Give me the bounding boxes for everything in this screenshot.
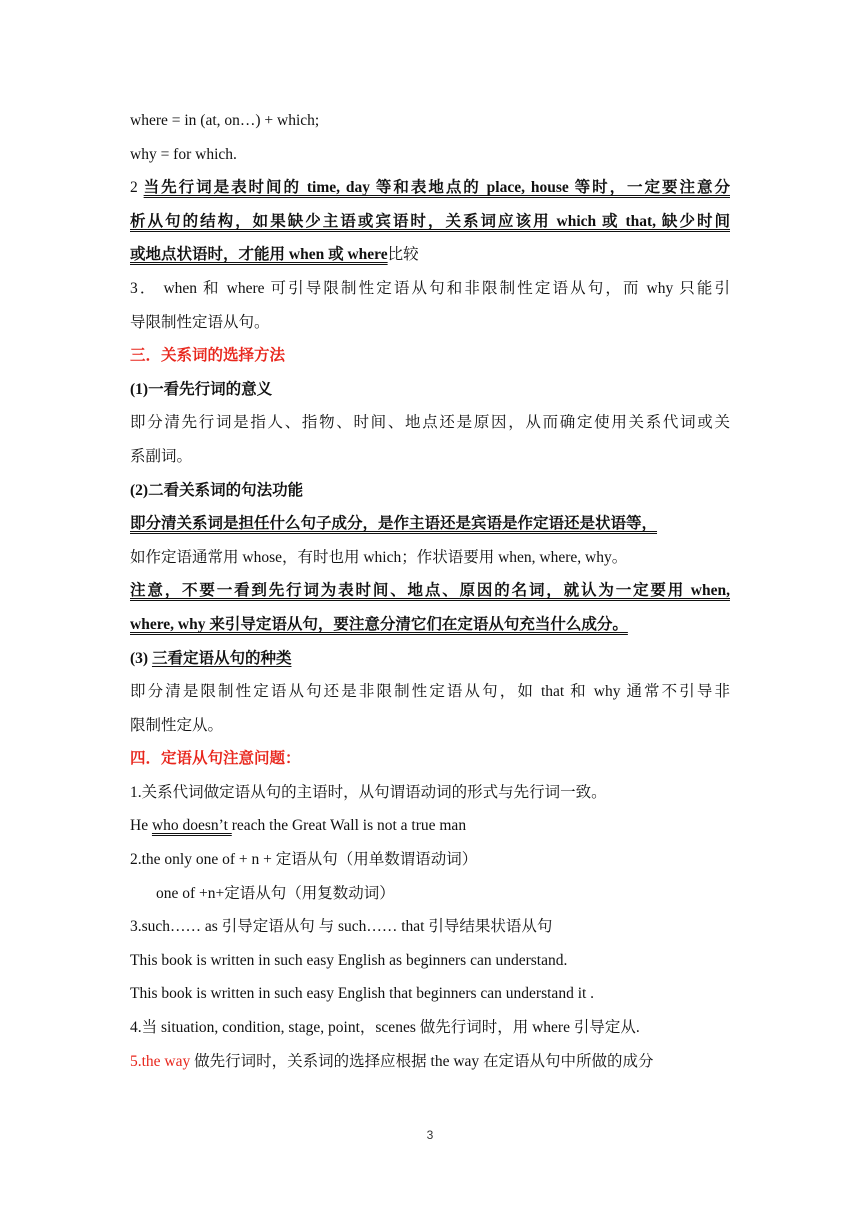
subheading-number: (3) <box>130 649 152 667</box>
example-sentence: This book is written in such easy English that beginners can understand it . <box>130 985 595 1003</box>
example-sentence <box>130 809 730 843</box>
text-line: why = for which. <box>130 145 237 163</box>
text-line: 1.关系代词做定语从句的主语时，从句谓语动词的形式与先行词一致。 <box>130 783 607 801</box>
item-number: 2 <box>130 179 144 197</box>
emphasized-text: 注意，不要一看到先行词为表时间、地点、原因的名词，就认为一定要用 when, <box>130 582 730 600</box>
text-line: one of +n+定语从句（用复数动词） <box>156 884 395 902</box>
document-page <box>130 104 730 1078</box>
text-line: 4.当 situation, condition, stage, point，scenes 做先行词时，用 where 引导定从. <box>130 1019 640 1037</box>
emphasized-text: where, why 来引导定语从句，要注意分清它们在定语从句充当什么成分。 <box>130 615 628 633</box>
text-line: 即分清是限制性定语从句还是非限制性定语从句，如 that 和 why 通常不引导非 <box>130 683 730 701</box>
text-line <box>130 1045 730 1079</box>
text-line: 即分清先行词是指人、指物、时间、地点还是原因，从而确定使用关系代词或关 <box>130 414 730 432</box>
section-heading: 三．关系词的选择方法 <box>130 347 286 365</box>
subheading <box>130 642 730 676</box>
text-line: 2.the only one of + n + 定语从句（用单数谓语动词） <box>130 851 478 869</box>
text-line: 系副词。 <box>130 447 193 465</box>
text-line: 3． when 和 where 可引导限制性定语从句和非限制性定语从句，而 why 只能引 <box>130 279 730 297</box>
text-line: where = in (at, on…) + which; <box>130 112 320 129</box>
red-item-number: 5.the way <box>130 1052 191 1070</box>
text-line: 如作定语通常用 whose，有时也用 which；作状语要用 when, where, why。 <box>130 548 628 566</box>
subheading-text: 三看定语从句的种类 <box>151 649 292 667</box>
subheading: (2)二看关系词的句法功能 <box>130 481 304 499</box>
text-tail: 做先行词时，关系词的选择应根据 the way 在定语从句中所做的成分 <box>190 1052 654 1070</box>
page-number: 3 <box>426 1128 434 1142</box>
example-sentence: This book is written in such easy English as beginners can understand. <box>130 951 568 969</box>
emphasized-text: 析从句的结构，如果缺少主语或宾语时，关系词应该用 which 或 that, 缺少时间 <box>130 212 730 230</box>
section-heading: 四．定语从句注意问题： <box>130 750 301 768</box>
example-part: He <box>130 817 152 835</box>
text-line <box>130 171 730 205</box>
text-line: 3.such…… as 引导定语从句 与 such…… that 引导结果状语从句 <box>130 918 553 936</box>
text-line: 导限制性定语从句。 <box>130 313 270 331</box>
emphasized-text: 当先行词是表时间的 time, day 等和表地点的 place, house 等时，一定要注意分 <box>143 179 730 197</box>
underlined-clause: who doesn’t <box>151 817 232 835</box>
text-line <box>130 507 730 541</box>
emphasized-text: 即分清关系词是担任什么句子成分，是作主语还是宾语是作定语还是状语等， <box>130 515 658 533</box>
text-line: 限制性定从。 <box>130 716 224 734</box>
subheading: (1)一看先行词的意义 <box>130 380 273 398</box>
emphasized-text: 或地点状语时，才能用 when 或 where <box>130 246 388 264</box>
text-tail: 比较 <box>387 246 419 264</box>
text-line <box>130 608 730 642</box>
text-line <box>130 238 730 272</box>
example-part: reach the Great Wall is not a true man <box>231 817 467 835</box>
